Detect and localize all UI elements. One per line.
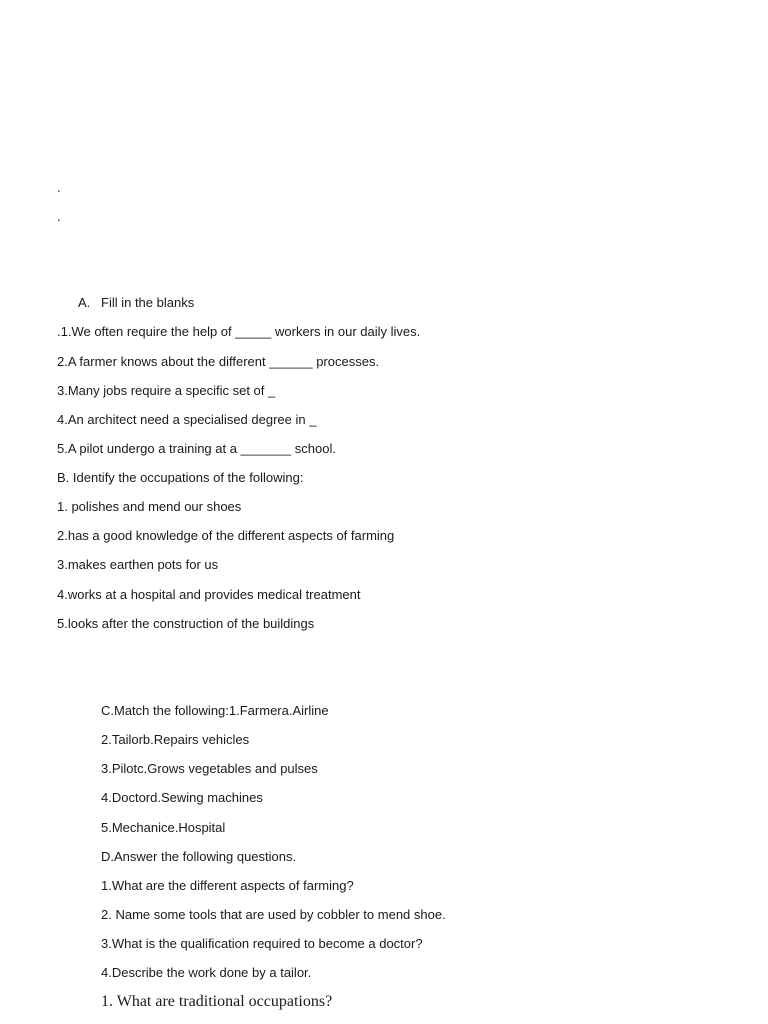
final-question: 1. What are traditional occupations? (101, 993, 333, 1010)
question-item: 2. Name some tools that are used by cobbler to mend shoe. (101, 907, 446, 922)
fill-blank-item: 5.A pilot undergo a training at a _______ school. (57, 441, 336, 456)
identify-item: 5.looks after the construction of the buildings (57, 616, 315, 631)
stray-dot: . (57, 209, 61, 224)
section-b-title: B. Identify the occupations of the following: (57, 470, 304, 485)
stray-dot: . (57, 180, 61, 195)
match-item: 4.Doctord.Sewing machines (101, 790, 263, 805)
identify-item: 4.works at a hospital and provides medical treatment (57, 587, 361, 602)
section-a-title: Fill in the blanks (101, 295, 195, 310)
section-a-heading (78, 295, 194, 311)
match-item: 3.Pilotc.Grows vegetables and pulses (101, 761, 318, 776)
question-item: 3.What is the qualification required to become a doctor? (101, 936, 423, 951)
section-d-title: D.Answer the following questions. (101, 849, 297, 864)
fill-blank-item: .1.We often require the help of _____ workers in our daily lives. (57, 324, 421, 339)
match-item: 2.Tailorb.Repairs vehicles (101, 732, 250, 747)
match-item: C.Match the following:1.Farmera.Airline (101, 703, 329, 718)
fill-blank-item: 3.Many jobs require a specific set of _ (57, 383, 276, 398)
match-item: 5.Mechanice.Hospital (101, 820, 226, 835)
question-item: 1.What are the different aspects of farming? (101, 878, 354, 893)
fill-blank-item: 4.An architect need a specialised degree in _ (57, 412, 317, 427)
fill-blank-item: 2.A farmer knows about the different ______ processes. (57, 354, 380, 369)
identify-item: 2.has a good knowledge of the different aspects of farming (57, 528, 395, 543)
section-a-marker: A. (78, 295, 91, 310)
question-item: 4.Describe the work done by a tailor. (101, 965, 312, 980)
identify-item: 1. polishes and mend our shoes (57, 499, 242, 514)
identify-item: 3.makes earthen pots for us (57, 557, 219, 572)
